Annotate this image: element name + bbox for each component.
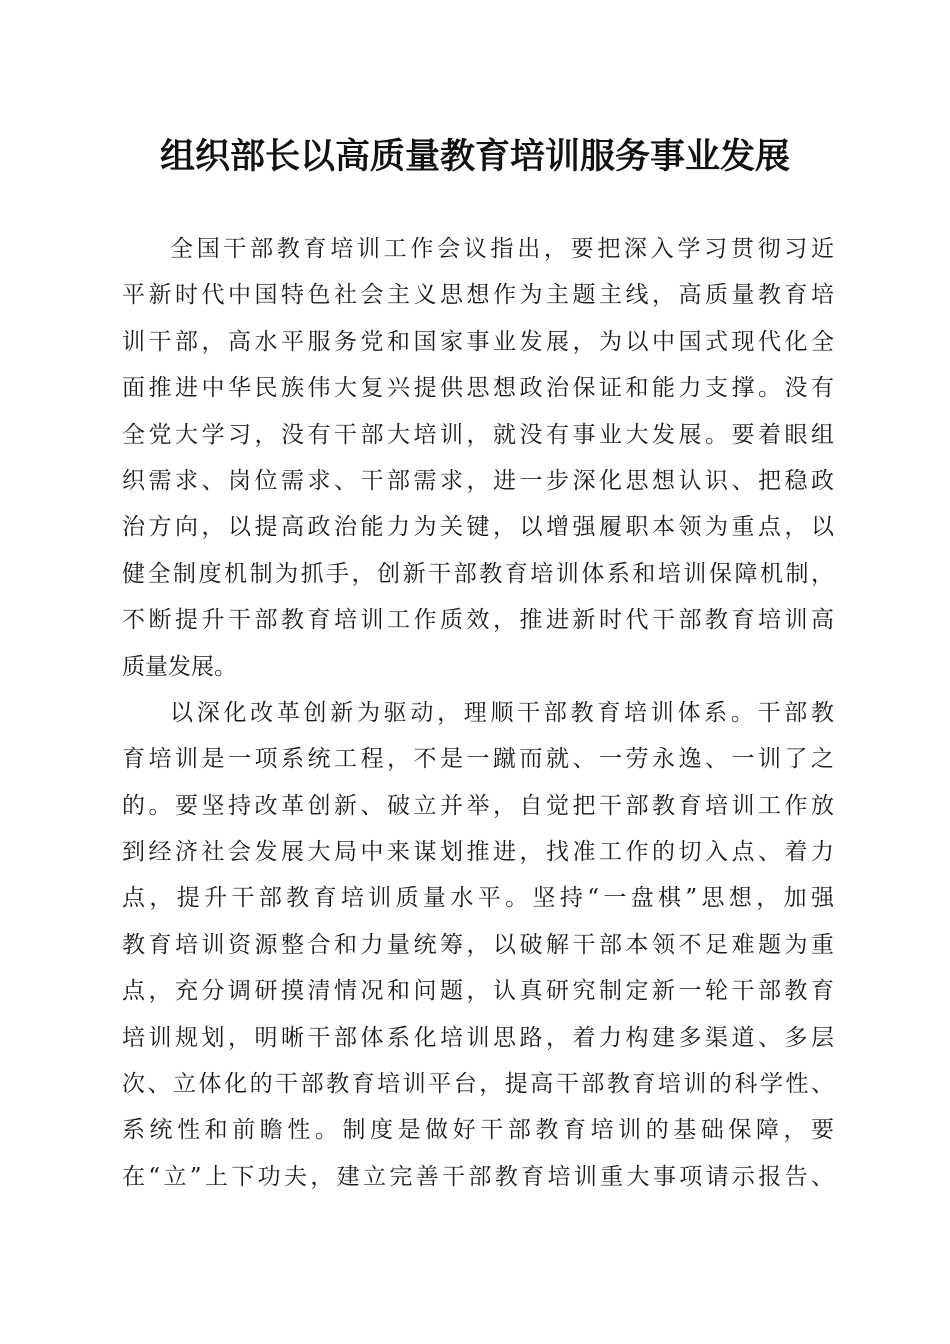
text-line: 点，提升干部教育培训质量水平。坚持“一盘棋”思想，加强 (122, 885, 834, 912)
paragraph-1 (122, 226, 834, 690)
text-line: 育培训是一项系统工程，不是一蹴而就、一劳永逸、一训了之 (122, 746, 834, 773)
text-line: 质量发展。 (122, 653, 237, 680)
text-line: 点，充分调研摸清情况和问题，认真研究制定新一轮干部教育 (122, 978, 834, 1005)
text-line: 次、立体化的干部教育培训平台，提高干部教育培训的科学性、 (122, 1071, 834, 1098)
text-line: 训干部，高水平服务党和国家事业发展，为以中国式现代化全 (122, 328, 834, 355)
text-line: 平新时代中国特色社会主义思想作为主题主线，高质量教育培 (122, 282, 834, 309)
text-line: 不断提升干部教育培训工作质效，推进新时代干部教育培训高 (122, 607, 834, 634)
text-line: 培训规划，明晰干部体系化培训思路，着力构建多渠道、多层 (122, 1024, 834, 1051)
text-line: 教育培训资源整合和力量统筹，以破解干部本领不足难题为重 (122, 931, 834, 958)
text-line: 治方向，以提高政治能力为关键，以增强履职本领为重点，以 (122, 514, 834, 541)
text-line: 健全制度机制为抓手，创新干部教育培训体系和培训保障机制， (122, 560, 834, 587)
text-line: 在“立”上下功夫，建立完善干部教育培训重大事项请示报告、 (122, 1163, 834, 1190)
text-line: 织需求、岗位需求、干部需求，进一步深化思想认识、把稳政 (122, 467, 834, 494)
text-line: 全国干部教育培训工作会议指出，要把深入学习贯彻习近 (170, 236, 834, 262)
document-title: 组织部长以高质量教育培训服务事业发展 (159, 136, 790, 177)
text-line: 系统性和前瞻性。制度是做好干部教育培训的基础保障，要 (122, 1117, 834, 1144)
text-line: 以深化改革创新为驱动，理顺干部教育培训体系。干部教 (170, 699, 834, 726)
text-line: 到经济社会发展大局中来谋划推进，找准工作的切入点、着力 (122, 839, 834, 866)
text-line: 全党大学习，没有干部大培训，就没有事业大发展。要着眼组 (122, 421, 834, 448)
text-line: 的。要坚持改革创新、破立并举，自觉把干部教育培训工作放 (122, 792, 834, 819)
paragraph-2 (122, 690, 834, 1200)
text-line: 面推进中华民族伟大复兴提供思想政治保证和能力支撑。没有 (122, 375, 834, 402)
document-body (122, 226, 834, 1200)
